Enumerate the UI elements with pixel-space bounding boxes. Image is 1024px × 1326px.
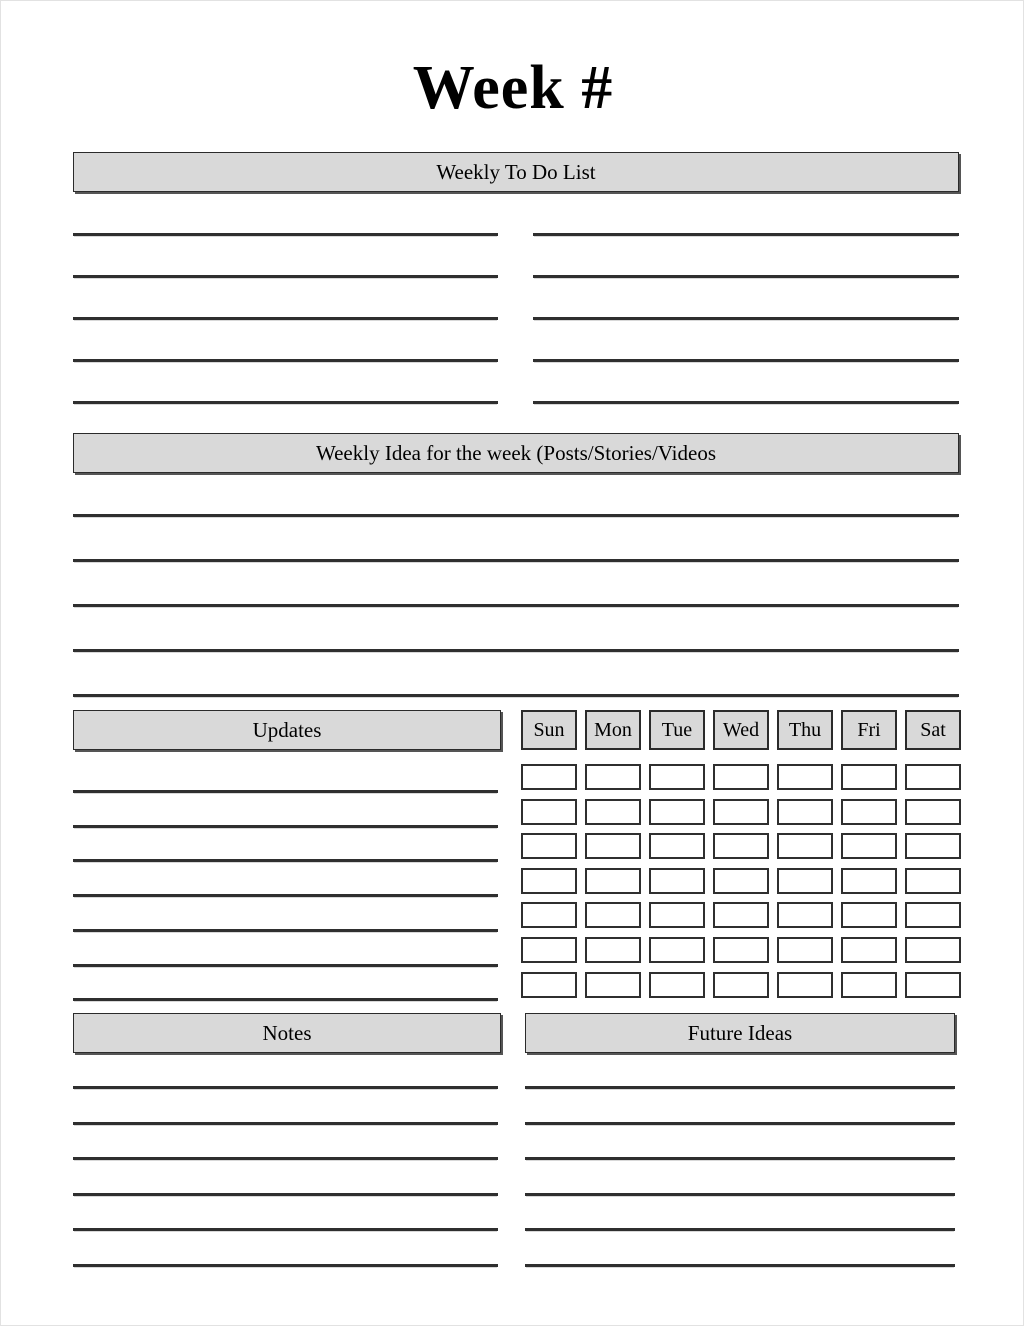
- day-header-mon: [585, 710, 641, 750]
- write-line-notes[interactable]: [73, 1122, 498, 1125]
- write-line-future-ideas[interactable]: [525, 1122, 955, 1125]
- day-header-tue: [649, 710, 705, 750]
- write-line-notes[interactable]: [73, 1228, 498, 1231]
- tracker-checkbox-tue-row-4[interactable]: [649, 868, 705, 894]
- tracker-checkbox-wed-row-5[interactable]: [713, 902, 769, 928]
- tracker-checkbox-sat-row-2[interactable]: [905, 799, 961, 825]
- tracker-checkbox-mon-row-4[interactable]: [585, 868, 641, 894]
- tracker-checkbox-wed-row-1[interactable]: [713, 764, 769, 790]
- day-header-label: Fri: [857, 719, 881, 741]
- write-line-todo-left[interactable]: [73, 233, 498, 236]
- tracker-checkbox-sat-row-3[interactable]: [905, 833, 961, 859]
- day-header-label: Sun: [533, 719, 565, 741]
- tracker-checkbox-mon-row-3[interactable]: [585, 833, 641, 859]
- day-header-label: Tue: [661, 719, 693, 741]
- write-line-todo-right[interactable]: [533, 275, 959, 278]
- write-line-updates[interactable]: [73, 859, 498, 862]
- day-header-label: Wed: [722, 719, 760, 741]
- tracker-checkbox-fri-row-3[interactable]: [841, 833, 897, 859]
- day-header-label: Mon: [594, 719, 632, 741]
- tracker-checkbox-wed-row-4[interactable]: [713, 868, 769, 894]
- tracker-checkbox-thu-row-1[interactable]: [777, 764, 833, 790]
- tracker-checkbox-thu-row-2[interactable]: [777, 799, 833, 825]
- write-line-todo-right[interactable]: [533, 233, 959, 236]
- section-header-future-ideas: [525, 1013, 955, 1053]
- tracker-checkbox-wed-row-3[interactable]: [713, 833, 769, 859]
- write-line-updates[interactable]: [73, 894, 498, 897]
- tracker-checkbox-mon-row-1[interactable]: [585, 764, 641, 790]
- tracker-checkbox-wed-row-2[interactable]: [713, 799, 769, 825]
- section-header-notes: [73, 1013, 501, 1053]
- section-header-weekly-idea: [73, 433, 959, 473]
- write-line-notes[interactable]: [73, 1086, 498, 1089]
- tracker-checkbox-sun-row-5[interactable]: [521, 902, 577, 928]
- tracker-checkbox-thu-row-5[interactable]: [777, 902, 833, 928]
- write-line-future-ideas[interactable]: [525, 1157, 955, 1160]
- tracker-checkbox-thu-row-3[interactable]: [777, 833, 833, 859]
- day-header-label: Sat: [920, 719, 946, 741]
- tracker-checkbox-fri-row-7[interactable]: [841, 972, 897, 998]
- write-line-updates[interactable]: [73, 790, 498, 793]
- tracker-checkbox-sat-row-7[interactable]: [905, 972, 961, 998]
- tracker-checkbox-tue-row-1[interactable]: [649, 764, 705, 790]
- tracker-checkbox-tue-row-6[interactable]: [649, 937, 705, 963]
- tracker-checkbox-sun-row-7[interactable]: [521, 972, 577, 998]
- write-line-updates[interactable]: [73, 998, 498, 1001]
- write-line-notes[interactable]: [73, 1264, 498, 1267]
- tracker-checkbox-sun-row-2[interactable]: [521, 799, 577, 825]
- section-header-label: Future Ideas: [687, 1021, 793, 1045]
- tracker-checkbox-fri-row-5[interactable]: [841, 902, 897, 928]
- tracker-checkbox-tue-row-2[interactable]: [649, 799, 705, 825]
- write-line-updates[interactable]: [73, 929, 498, 932]
- tracker-checkbox-fri-row-4[interactable]: [841, 868, 897, 894]
- tracker-checkbox-mon-row-6[interactable]: [585, 937, 641, 963]
- tracker-checkbox-thu-row-4[interactable]: [777, 868, 833, 894]
- section-header-label: Weekly Idea for the week (Posts/Stories/Videos: [315, 441, 717, 465]
- tracker-checkbox-mon-row-2[interactable]: [585, 799, 641, 825]
- section-header-label: Weekly To Do List: [436, 160, 596, 184]
- write-line-notes[interactable]: [73, 1157, 498, 1160]
- tracker-checkbox-sun-row-3[interactable]: [521, 833, 577, 859]
- tracker-checkbox-fri-row-6[interactable]: [841, 937, 897, 963]
- day-header-sun: [521, 710, 577, 750]
- section-header-weekly-to-do-list: [73, 152, 959, 192]
- write-line-weekly-idea[interactable]: [73, 559, 959, 562]
- write-line-todo-left[interactable]: [73, 275, 498, 278]
- write-line-updates[interactable]: [73, 964, 498, 967]
- write-line-todo-right[interactable]: [533, 317, 959, 320]
- write-line-weekly-idea[interactable]: [73, 604, 959, 607]
- tracker-checkbox-sat-row-4[interactable]: [905, 868, 961, 894]
- write-line-todo-left[interactable]: [73, 401, 498, 404]
- tracker-checkbox-thu-row-7[interactable]: [777, 972, 833, 998]
- write-line-weekly-idea[interactable]: [73, 514, 959, 517]
- tracker-checkbox-wed-row-7[interactable]: [713, 972, 769, 998]
- tracker-checkbox-sun-row-6[interactable]: [521, 937, 577, 963]
- write-line-todo-right[interactable]: [533, 401, 959, 404]
- write-line-todo-left[interactable]: [73, 317, 498, 320]
- day-header-wed: [713, 710, 769, 750]
- tracker-checkbox-tue-row-3[interactable]: [649, 833, 705, 859]
- write-line-notes[interactable]: [73, 1193, 498, 1196]
- tracker-checkbox-mon-row-5[interactable]: [585, 902, 641, 928]
- day-header-sat: [905, 710, 961, 750]
- tracker-checkbox-thu-row-6[interactable]: [777, 937, 833, 963]
- tracker-checkbox-sat-row-6[interactable]: [905, 937, 961, 963]
- write-line-future-ideas[interactable]: [525, 1228, 955, 1231]
- write-line-todo-left[interactable]: [73, 359, 498, 362]
- section-header-label: Updates: [252, 718, 322, 742]
- day-header-label: Thu: [788, 719, 822, 741]
- day-header-thu: [777, 710, 833, 750]
- write-line-future-ideas[interactable]: [525, 1193, 955, 1196]
- write-line-future-ideas[interactable]: [525, 1086, 955, 1089]
- tracker-checkbox-mon-row-7[interactable]: [585, 972, 641, 998]
- tracker-checkbox-fri-row-2[interactable]: [841, 799, 897, 825]
- write-line-future-ideas[interactable]: [525, 1264, 955, 1267]
- tracker-checkbox-tue-row-7[interactable]: [649, 972, 705, 998]
- tracker-checkbox-fri-row-1[interactable]: [841, 764, 897, 790]
- section-header-label: Notes: [262, 1021, 312, 1045]
- tracker-checkbox-sat-row-1[interactable]: [905, 764, 961, 790]
- write-line-weekly-idea[interactable]: [73, 694, 959, 697]
- write-line-weekly-idea[interactable]: [73, 649, 959, 652]
- tracker-checkbox-tue-row-5[interactable]: [649, 902, 705, 928]
- write-line-updates[interactable]: [73, 825, 498, 828]
- tracker-checkbox-wed-row-6[interactable]: [713, 937, 769, 963]
- section-header-updates: [73, 710, 501, 750]
- tracker-checkbox-sun-row-1[interactable]: [521, 764, 577, 790]
- tracker-checkbox-sat-row-5[interactable]: [905, 902, 961, 928]
- day-header-fri: [841, 710, 897, 750]
- page-title: Week #: [412, 54, 614, 122]
- write-line-todo-right[interactable]: [533, 359, 959, 362]
- tracker-checkbox-sun-row-4[interactable]: [521, 868, 577, 894]
